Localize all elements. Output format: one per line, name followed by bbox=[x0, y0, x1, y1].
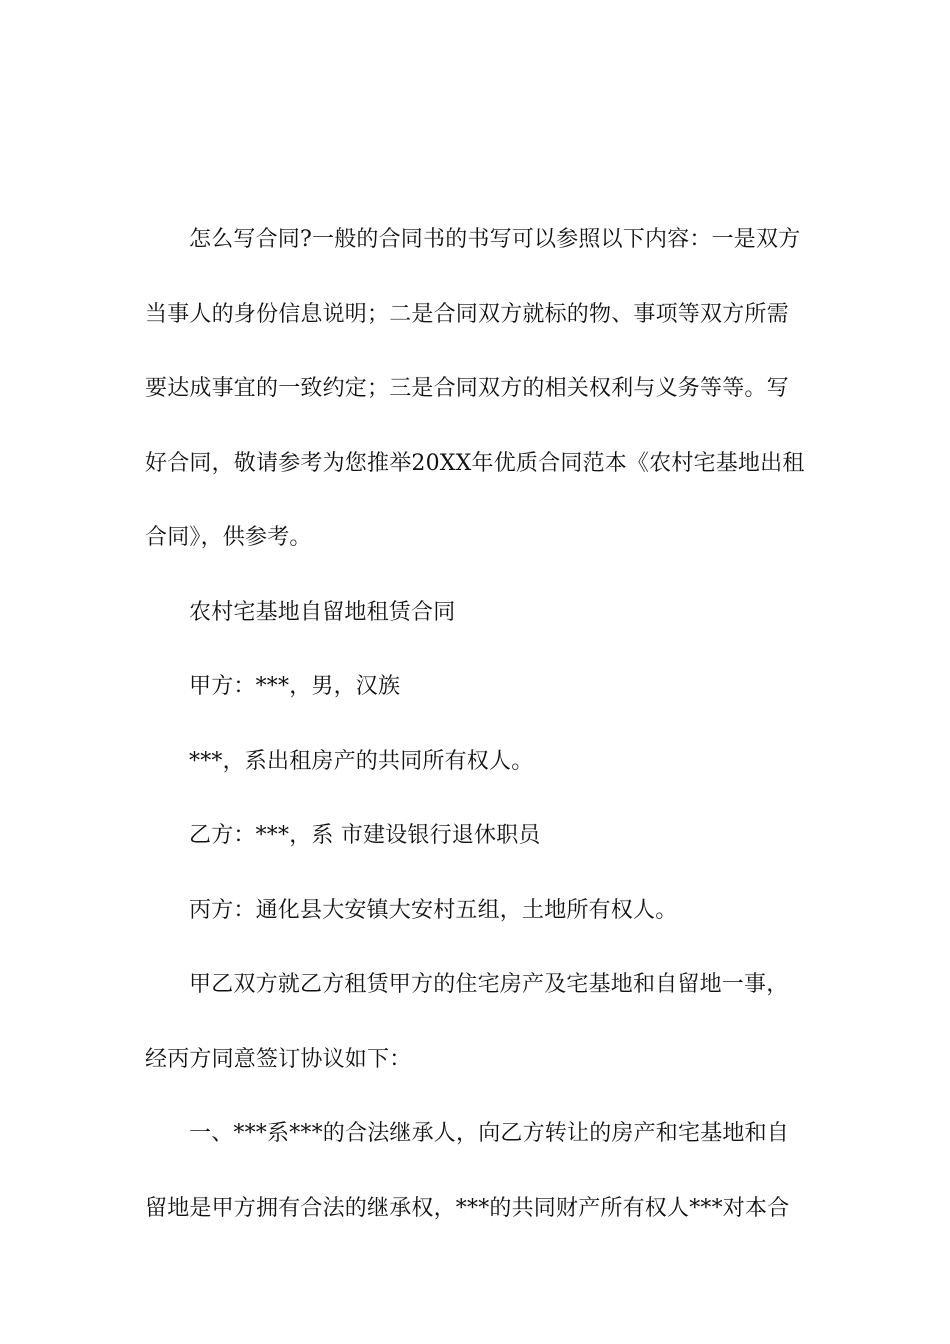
party-a-line: 甲方：***，男，汉族 bbox=[189, 674, 401, 699]
party-b-line: 乙方：***，系 市建设银行退休职员 bbox=[189, 823, 541, 848]
party-c-line: 丙方：通化县大安镇大安村五组，土地所有权人。 bbox=[189, 897, 678, 923]
clause-one: 一、***系***的合法继承人，向乙方转让的房产和宅基地和自留地是甲方拥有合法的继承权，***的共同财产所有权人***对本合 bbox=[145, 1121, 790, 1221]
co-owner-line: ***，系出租房产的共同所有权人。 bbox=[189, 748, 534, 774]
contract-title: 农村宅基地自留地租赁合同 bbox=[189, 599, 456, 625]
intro-paragraph: 怎么写合同?一般的合同书的书写可以参照以下内容：一是双方当事人的身份信息说明；二是合同双方就标的物、事项等双方所需要达成事宜的一致约定；三是合同双方的相关权利与义务等等。写好合同，敬请参考为您推举20XX年优质合同范本《农村宅基地出租合同》，供参考。 bbox=[145, 227, 805, 550]
document-body bbox=[145, 203, 805, 1246]
agreement-preamble: 甲乙双方就乙方租赁甲方的住宅房产及宅基地和自留地一事，经丙方同意签订协议如下： bbox=[145, 972, 789, 1072]
